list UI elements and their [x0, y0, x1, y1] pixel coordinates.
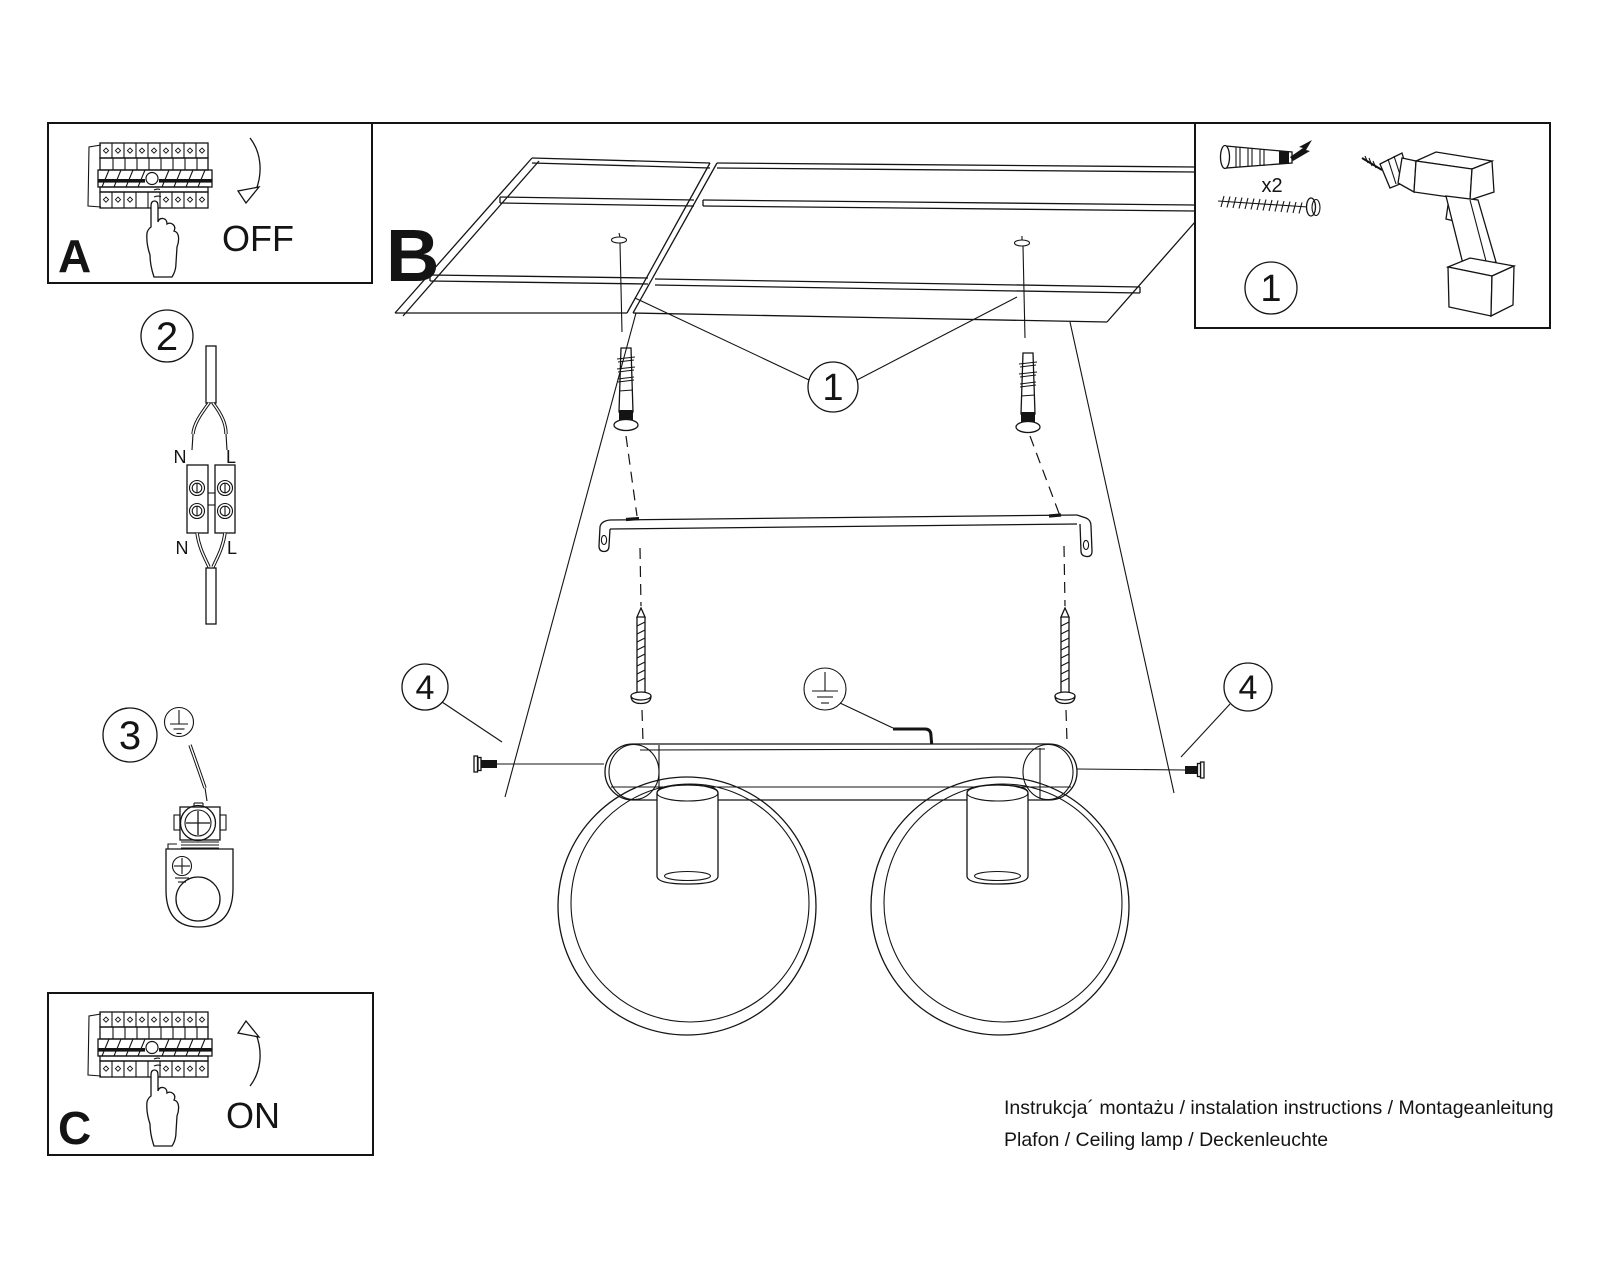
label-n-top: N [173, 447, 187, 467]
panel-b-letter: B [386, 214, 440, 297]
breaker-panel-icon [88, 143, 212, 277]
label-l-bottom: L [226, 538, 238, 558]
step2-number: 2 [155, 315, 179, 359]
side-screw-right [1077, 762, 1204, 778]
terminal-block-icon [187, 465, 235, 533]
screw-icon [1218, 196, 1320, 216]
footer-line1: Instrukcja´ montażu / instalation instructions / Montageanleitung [1004, 1097, 1554, 1119]
step4-callout-left [402, 664, 502, 742]
step4-number-left: 4 [415, 669, 435, 707]
ground-callout [804, 668, 932, 748]
side-screw-left [474, 756, 604, 772]
panel-c [58, 1012, 280, 1154]
drill-hole-right [1015, 236, 1030, 338]
label-l-top: L [225, 447, 237, 467]
step2-wiring [141, 310, 237, 624]
footer [1004, 1097, 1554, 1151]
step4-number-right: 4 [1238, 669, 1258, 707]
parts-box-content [1218, 140, 1514, 316]
panel-a-letter: A [58, 230, 92, 282]
drill-icon [1362, 152, 1514, 316]
drill-hole-left [612, 233, 627, 332]
lamp-holder-right [967, 785, 1028, 884]
ground-wire-icon [190, 745, 207, 801]
label-n-bottom: N [175, 538, 189, 558]
ceiling-panels [395, 158, 1195, 322]
screw-icon [631, 608, 651, 704]
parts-step-number: 1 [1260, 268, 1282, 310]
panel-a-action: OFF [222, 218, 294, 259]
wall-plug-icon [1221, 140, 1313, 169]
wire-icon [197, 533, 225, 567]
panel-a-box [48, 123, 372, 283]
plug-quantity: x2 [1261, 175, 1283, 197]
wire-icon [192, 403, 227, 450]
panel-a [58, 138, 294, 282]
step4-callout-right [1181, 663, 1272, 757]
wall-plug-icon [1016, 353, 1040, 433]
step3-grounding [103, 708, 233, 928]
panel-c-action: ON [226, 1095, 280, 1136]
screw-icon [1055, 608, 1075, 704]
breaker-panel-icon [88, 1012, 212, 1146]
footer-line2: Plafon / Ceiling lamp / Deckenleuchte [1004, 1129, 1329, 1151]
lamp-bracket-end [166, 844, 233, 927]
frame [48, 123, 1550, 1155]
step3-number: 3 [118, 714, 142, 758]
arrow-icon [1290, 140, 1312, 161]
ceiling-lamp [558, 744, 1129, 1035]
mounting-bracket [599, 515, 1092, 557]
lamp-holder-left [657, 785, 718, 884]
ground-clamp-icon [174, 803, 226, 848]
assembly-drawing [386, 158, 1272, 1035]
step1-number: 1 [822, 367, 844, 409]
panel-c-box [48, 993, 373, 1155]
arrow-up-icon [238, 1021, 260, 1086]
arrow-down-icon [238, 138, 260, 203]
wall-plug-icon [614, 348, 638, 431]
ground-symbol-icon [165, 708, 194, 737]
panel-c-letter: C [58, 1102, 92, 1154]
